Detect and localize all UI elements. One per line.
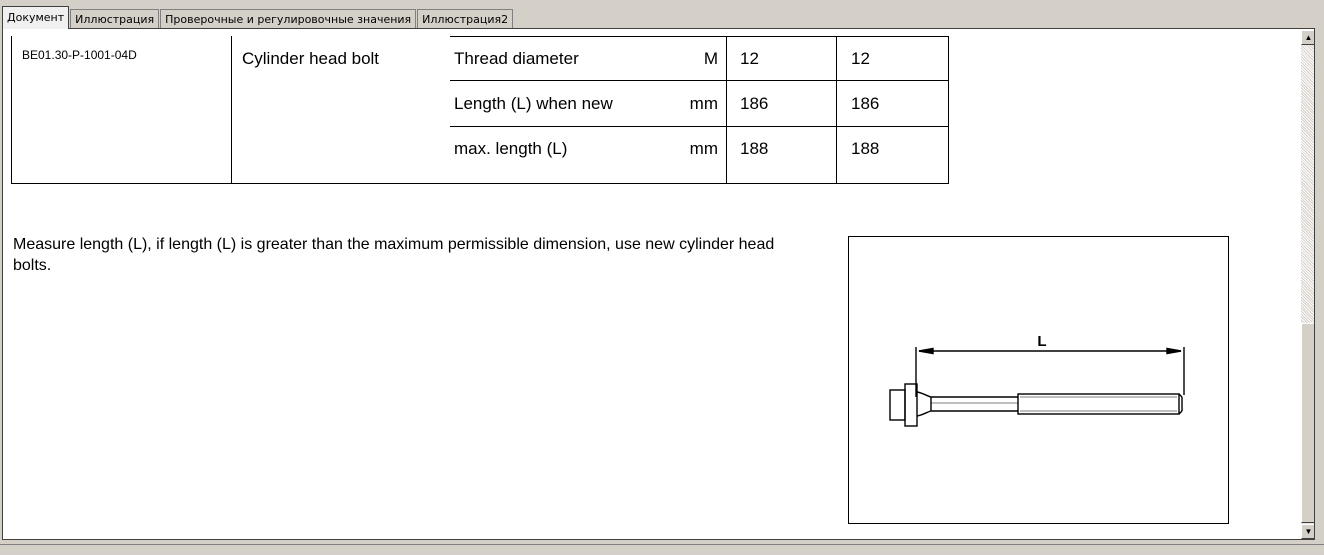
document-content [3, 29, 1299, 539]
table-row-line [450, 126, 949, 127]
scroll-thumb[interactable] [1301, 323, 1315, 523]
row-unit-max-length: mm [689, 139, 718, 158]
row-value1-thread: 12 [740, 49, 759, 68]
table-row-line [450, 80, 949, 81]
row-param-length-new: Length (L) when new [454, 94, 613, 113]
instruction-text: Measure length (L), if length (L) is greater than the maximum permissible dimension, use new cylinder head bolts. [13, 236, 775, 274]
row-value1-max-length: 188 [740, 139, 769, 158]
bolt-illustration [848, 236, 1229, 524]
window-bottom-edge [0, 541, 1324, 555]
table-divider [231, 36, 232, 184]
tab-check-values[interactable]: Проверочные и регулировочные значения [160, 9, 416, 29]
document-code: BE01.30-P-1001-04D [22, 48, 137, 62]
row-param-thread: Thread diameter [454, 49, 579, 68]
row-value2-max-length: 188 [851, 139, 880, 158]
scroll-track[interactable] [1301, 45, 1315, 323]
tab-illustration[interactable]: Иллюстрация [70, 9, 159, 29]
row-unit-length-new: mm [689, 94, 718, 113]
row-value2-thread: 12 [851, 49, 870, 68]
tab-illustration-2[interactable]: Иллюстрация2 [417, 9, 513, 29]
table-divider [726, 36, 727, 184]
bolt-drawing [849, 237, 1228, 523]
window-top-edge [0, 0, 1324, 3]
table-divider [836, 36, 837, 184]
tab-strip [2, 5, 514, 29]
table-row-line [450, 36, 949, 37]
part-name: Cylinder head bolt [242, 49, 380, 68]
row-value2-length-new: 186 [851, 94, 880, 113]
row-param-max-length: max. length (L) [454, 139, 568, 158]
scroll-down-icon[interactable]: ▼ [1301, 524, 1315, 539]
row-unit-thread: M [703, 49, 718, 68]
document-panel [2, 28, 1315, 540]
vertical-scrollbar[interactable] [1301, 30, 1315, 539]
tab-document[interactable]: Документ [2, 6, 69, 29]
dimension-label: L [1037, 333, 1047, 350]
row-value1-length-new: 186 [740, 94, 769, 113]
spec-table [11, 36, 949, 184]
scroll-up-icon[interactable]: ▲ [1301, 30, 1315, 45]
